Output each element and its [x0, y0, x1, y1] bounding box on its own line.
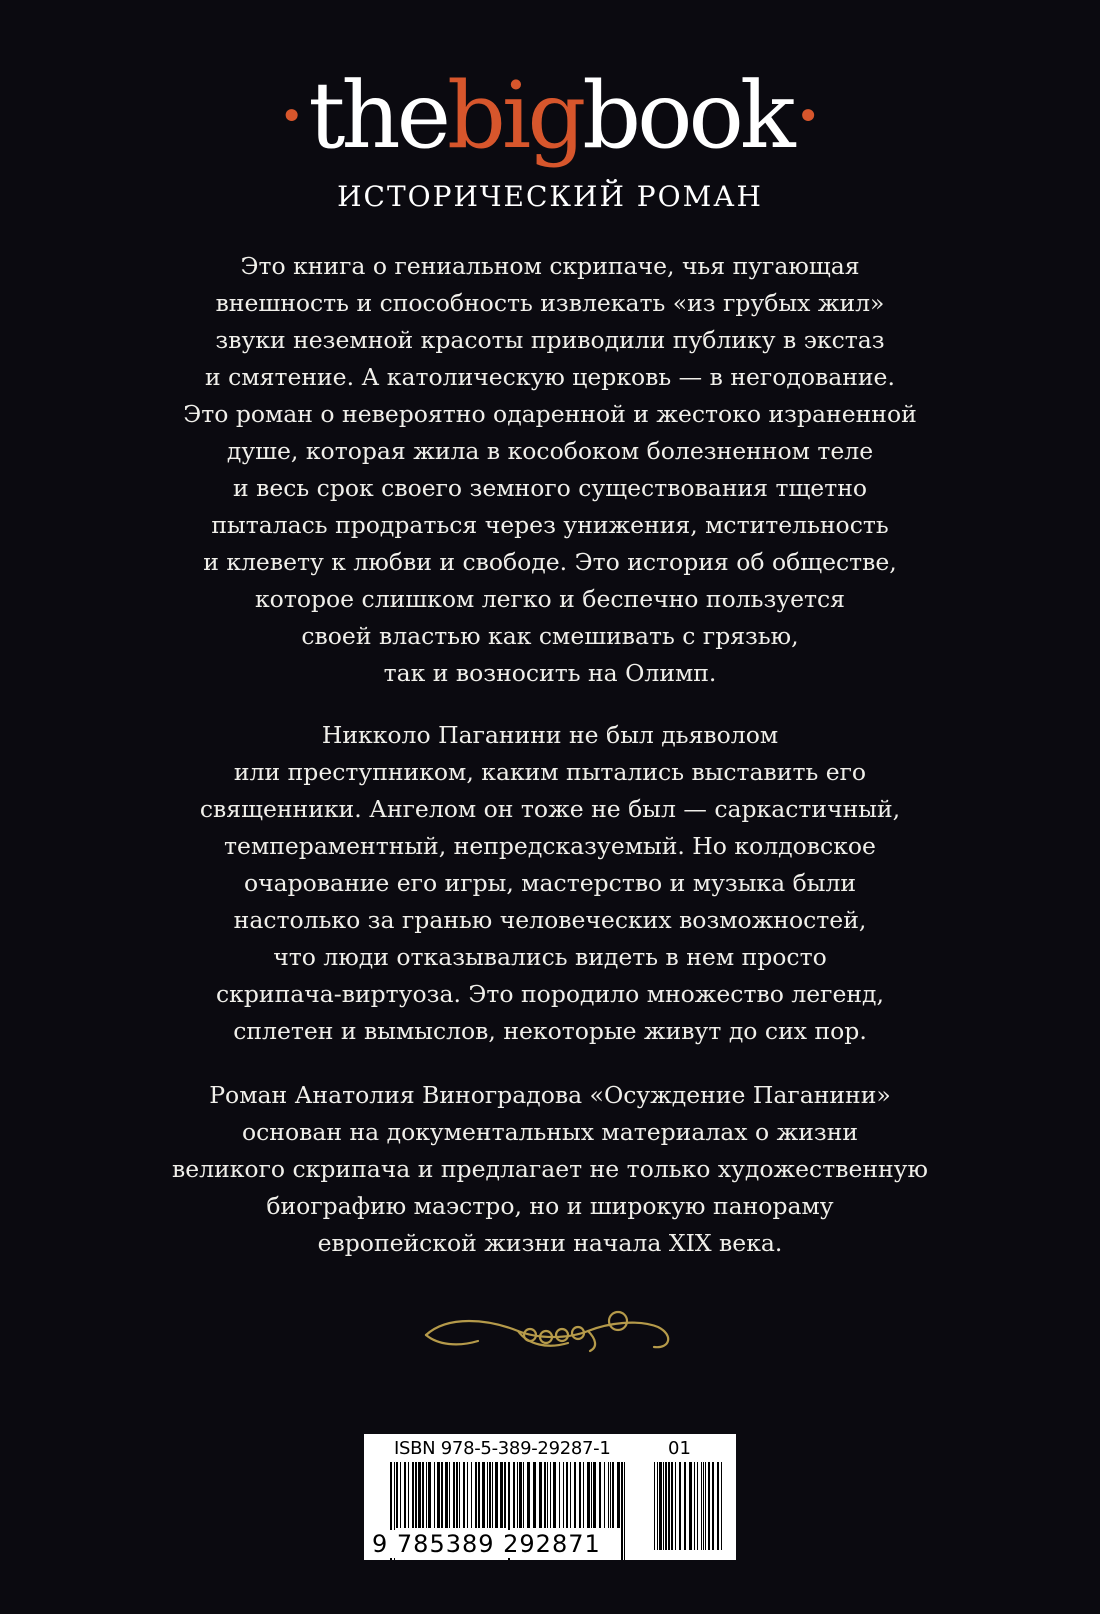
barcode-bar [404, 1462, 406, 1528]
barcode-bar [679, 1462, 681, 1550]
barcode-bar [570, 1462, 571, 1528]
barcode-bar [671, 1462, 673, 1550]
text-line: темпераментный, непредсказуемый. Но колдовское [224, 832, 876, 860]
barcode-bar [396, 1462, 398, 1528]
text-line: сплетен и вымыслов, некоторые живут до сих пор. [233, 1017, 867, 1045]
barcode-bar [495, 1462, 498, 1528]
barcode-bar [533, 1462, 536, 1528]
barcode-bar [408, 1462, 409, 1528]
text-line: скрипача-виртуоза. Это породило множество легенд, [216, 980, 884, 1008]
barcode-bar [689, 1462, 692, 1550]
barcode-bar [523, 1462, 524, 1528]
text-line: Это роман о невероятно одаренной и жестоко израненной [183, 400, 917, 428]
barcode-bar [684, 1462, 686, 1550]
barcode-bar [574, 1462, 576, 1528]
barcode-bar [721, 1462, 722, 1550]
barcode-bar [612, 1462, 614, 1528]
annotation-paragraph-2 [120, 717, 980, 1050]
logo-dot-icon: · [277, 62, 307, 169]
text-line: звуки неземной красоты приводили публику в экстаз [215, 326, 885, 354]
barcode-bar [587, 1462, 590, 1528]
barcode-bar [492, 1462, 493, 1528]
barcode-bar [563, 1462, 564, 1528]
barcode-bar [487, 1462, 488, 1528]
barcode-bar [453, 1462, 455, 1528]
barcode-bar [467, 1462, 468, 1528]
text-line: так и возносить на Олимп. [383, 659, 717, 687]
barcode-bar [559, 1462, 560, 1528]
barcode-bar [489, 1462, 491, 1528]
barcode-bar [701, 1462, 702, 1550]
text-line: Никколо Паганини не был дьяволом [321, 721, 779, 749]
barcode-bar [519, 1462, 522, 1528]
barcode-bar [445, 1462, 448, 1528]
isbn-barcode [364, 1434, 736, 1560]
barcode-bar [668, 1462, 670, 1550]
barcode-bar [566, 1462, 568, 1528]
barcode-bar [654, 1462, 655, 1550]
text-line: своей властью как смешивать с грязью, [301, 622, 799, 650]
barcode-bar [478, 1462, 480, 1528]
barcode-bar [463, 1462, 465, 1528]
barcode-bar [717, 1462, 719, 1550]
barcode-bar [553, 1462, 556, 1528]
ean-digits: 9 785389 292871 [372, 1530, 601, 1558]
barcode-bar [544, 1462, 546, 1528]
barcode-bar [400, 1462, 401, 1528]
barcode-bar [459, 1462, 460, 1528]
flourish-ornament-icon [418, 1305, 678, 1355]
barcode-bar [708, 1462, 710, 1550]
barcode-bar [517, 1462, 518, 1528]
annotation-paragraph-3 [120, 1077, 980, 1262]
barcode-bar [663, 1462, 664, 1550]
barcode-bar [504, 1462, 506, 1528]
text-line: настолько за гранью человеческих возможностей, [233, 906, 867, 934]
barcode-bar [471, 1462, 472, 1528]
barcode-bar [482, 1462, 485, 1528]
barcode-bar [593, 1462, 596, 1528]
barcode-bar [712, 1462, 714, 1550]
barcode-bar [599, 1462, 601, 1528]
logo-big: big [447, 62, 583, 169]
text-line: Это книга о гениальном скрипаче, чья пугающая [240, 252, 860, 280]
barcode-bar [675, 1462, 676, 1550]
text-line: европейской жизни начала XIX века. [317, 1229, 783, 1257]
barcode-bar [591, 1462, 592, 1528]
logo-dot-icon: · [793, 62, 823, 169]
barcode-bar [665, 1462, 667, 1550]
barcode-bar [617, 1462, 620, 1528]
barcode-bar [415, 1462, 417, 1528]
barcode-bar [513, 1462, 515, 1528]
text-line: биографию маэстро, но и широкую панораму [266, 1192, 834, 1220]
barcode-bar [539, 1462, 542, 1528]
barcode-bar [608, 1462, 609, 1528]
text-line: великого скрипача и предлагает не только художественную [172, 1155, 928, 1183]
barcode-bar [527, 1462, 530, 1528]
text-line: или преступником, каким пытались выставить его [233, 758, 867, 786]
barcode-bar [434, 1462, 435, 1528]
barcode-bar [422, 1462, 424, 1528]
barcode-bar [705, 1462, 706, 1550]
barcode-bar [657, 1462, 658, 1550]
text-line: и весь срок своего земного существования тщетно [232, 474, 868, 502]
barcode-bar [475, 1462, 477, 1528]
text-line: и клевету к любви и свободе. Это история об обществе, [203, 548, 897, 576]
text-line: и смятение. А католическую церковь — в негодование. [205, 363, 895, 391]
logo-the: the [308, 62, 448, 169]
logo-book: book [582, 62, 792, 169]
barcode-bar [550, 1462, 551, 1528]
annotation-paragraph-1 [120, 248, 980, 692]
barcode-bar [621, 1462, 623, 1560]
barcode-bar [418, 1462, 421, 1528]
text-line: очарование его игры, мастерство и музыка были [243, 869, 857, 897]
barcode-bar [441, 1462, 443, 1528]
barcode-bar [624, 1462, 625, 1560]
isbn-addon-code: 01 [668, 1438, 691, 1459]
barcode-bar [694, 1462, 695, 1550]
barcode-bar [500, 1462, 503, 1528]
barcode-bar [697, 1462, 698, 1550]
isbn-number: ISBN 978-5-389-29287-1 [394, 1438, 611, 1459]
text-line: Роман Анатолия Виноградова «Осуждение Паганини» [209, 1081, 891, 1109]
barcode-bar [456, 1462, 458, 1528]
text-line: внешность и способность извлекать «из грубых жил» [215, 289, 885, 317]
text-line: пыталась продраться через унижения, мстительность [211, 511, 889, 539]
barcode-bar [449, 1462, 450, 1528]
barcode-bar [426, 1462, 427, 1528]
barcode-bar [547, 1462, 548, 1528]
barcode-bar [437, 1462, 440, 1528]
barcode-bar [604, 1462, 605, 1528]
barcode-bar [610, 1462, 611, 1528]
barcode-bar [579, 1462, 581, 1528]
barcode-bar [703, 1462, 704, 1550]
barcode-bar [428, 1462, 431, 1528]
text-line: которое слишком легко и беспечно пользуется [254, 585, 845, 613]
series-logo [0, 62, 1100, 169]
text-line: что люди отказывались видеть в нем просто [273, 943, 827, 971]
series-title: ИСТОРИЧЕСКИЙ РОМАН [337, 180, 763, 213]
text-line: священники. Ангелом он тоже не был — саркастичный, [199, 795, 901, 823]
barcode-bar [412, 1462, 414, 1528]
text-line: душе, которая жила в кособоком болезненном теле [226, 437, 874, 465]
barcode-bar [583, 1462, 584, 1528]
barcode-bar [659, 1462, 662, 1550]
text-line: основан на документальных материалах о жизни [241, 1118, 859, 1146]
